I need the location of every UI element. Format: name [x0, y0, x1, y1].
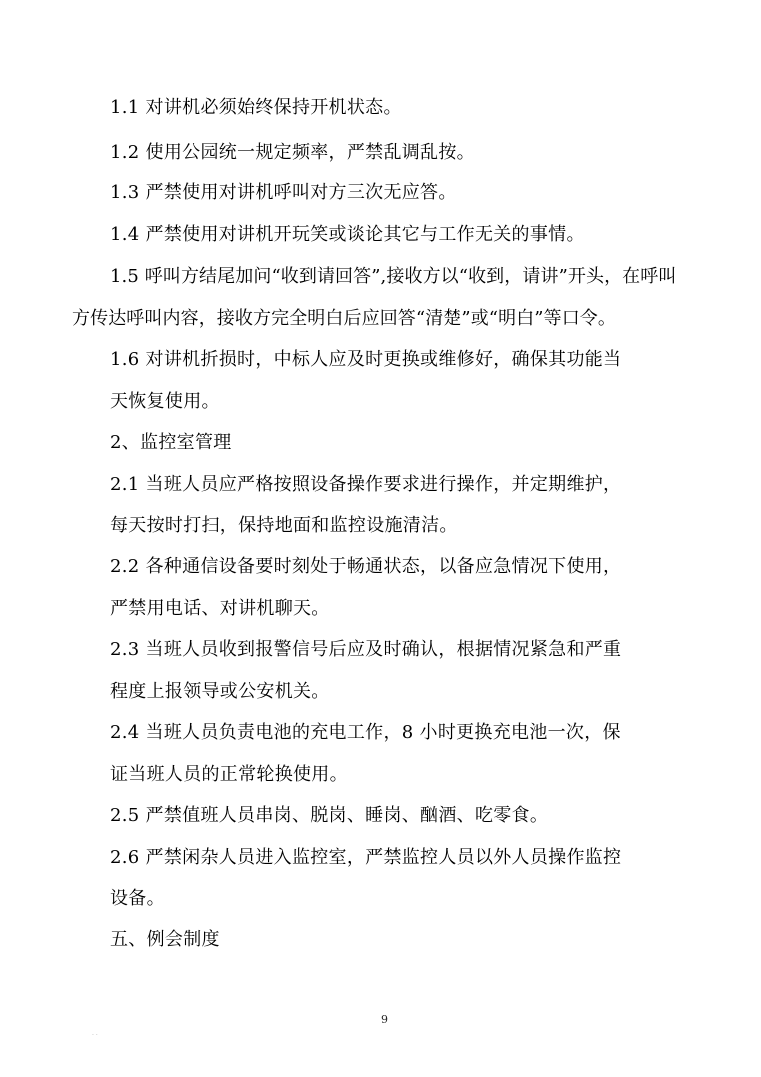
clause-2-3-line-2: 程度上报领导或公安机关。	[110, 681, 330, 702]
clause-1-2: 1.2 使用公园统一规定频率，严禁乱调乱按。	[110, 142, 475, 163]
clause-1-1: 1.1 对讲机必须始终保持开机状态。	[110, 97, 402, 118]
section-2-heading: 2、监控室管理	[110, 432, 232, 453]
clause-1-4: 1.4 严禁使用对讲机开玩笑或谈论其它与工作无关的事情。	[110, 224, 585, 245]
clause-2-2-line-2: 严禁用电话、对讲机聊天。	[110, 598, 330, 619]
clause-1-3: 1.3 严禁使用对讲机呼叫对方三次无应答。	[110, 182, 457, 203]
clause-2-5: 2.5 严禁值班人员串岗、脱岗、睡岗、酗酒、吃零食。	[110, 805, 549, 826]
corner-mark: . .	[92, 1030, 98, 1037]
clause-2-6-line-2: 设备。	[110, 888, 165, 909]
clause-2-4-line-2: 证当班人员的正常轮换使用。	[110, 764, 348, 785]
section-5-heading: 五、例会制度	[110, 929, 220, 950]
clause-1-6-line-1: 1.6 对讲机折损时，中标人应及时更换或维修好，确保其功能当	[110, 349, 622, 370]
clause-2-6-line-1: 2.6 严禁闲杂人员进入监控室，严禁监控人员以外人员操作监控	[110, 847, 622, 868]
clause-2-1-line-2: 每天按时打扫，保持地面和监控设施清洁。	[110, 515, 458, 536]
clause-1-5-line-2: 方传达呼叫内容，接收方完全明白后应回答“清楚”或“明白”等口令。	[72, 308, 617, 329]
clause-1-5-line-1: 1.5 呼叫方结尾加问“收到请回答”,接收方以“收到，请讲”开头，在呼叫	[110, 266, 677, 287]
clause-1-6-line-2: 天恢复使用。	[110, 391, 220, 412]
clause-2-4-line-1: 2.4 当班人员负责电池的充电工作，8 小时更换充电池一次，保	[110, 722, 621, 743]
clause-2-2-line-1: 2.2 各种通信设备要时刻处于畅通状态，以备应急情况下使用，	[110, 556, 622, 577]
page-number: 9	[381, 1013, 388, 1026]
clause-2-3-line-1: 2.3 当班人员收到报警信号后应及时确认，根据情况紧急和严重	[110, 639, 622, 660]
clause-2-1-line-1: 2.1 当班人员应严格按照设备操作要求进行操作，并定期维护，	[110, 474, 622, 495]
